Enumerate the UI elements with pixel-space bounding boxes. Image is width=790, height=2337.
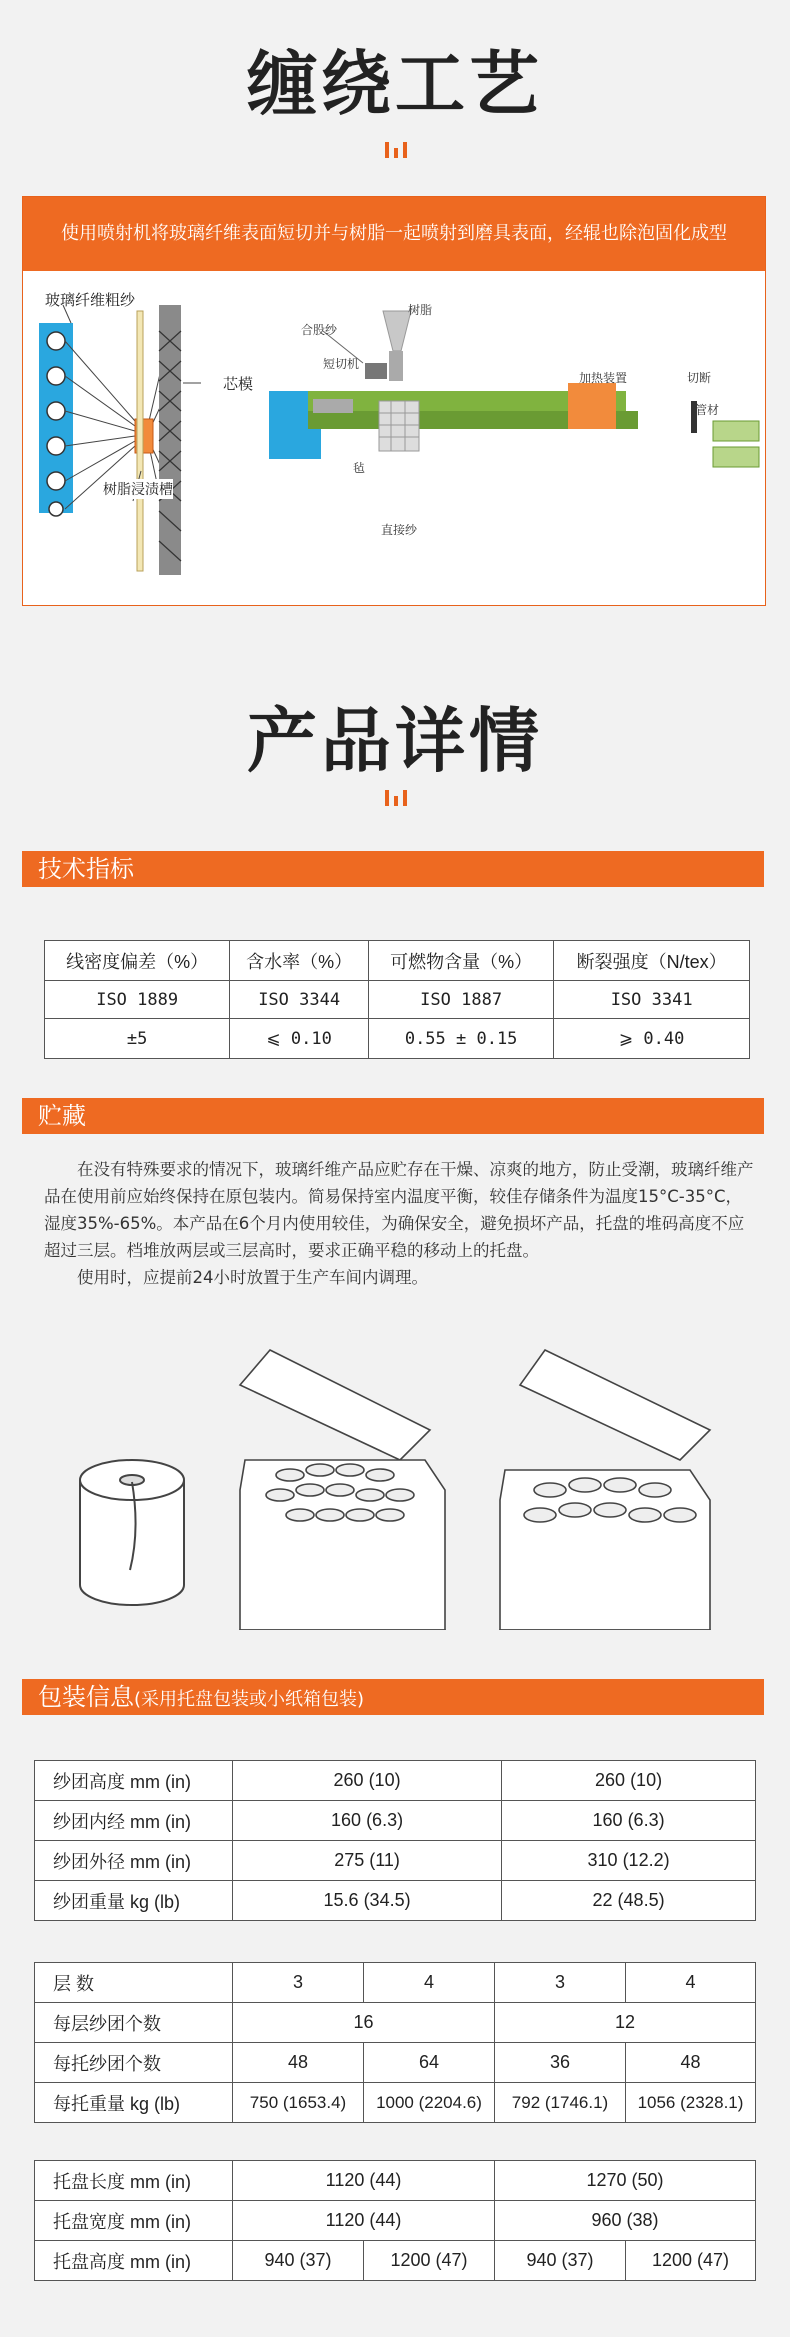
label-direct: 直接纱 (381, 523, 418, 537)
pallet-width-value: 1120 (44) (233, 2201, 495, 2241)
storage-paragraph: 使用时，应提前24小时放置于生产车间内调理。 (77, 1268, 428, 1287)
spool-value: 275 (11) (233, 1841, 502, 1881)
tech-value: 0.55 ± 0.15 (368, 1019, 553, 1059)
tech-standard: ISO 3341 (554, 981, 750, 1019)
pallet-box-2 (500, 1350, 710, 1630)
craft-panel (22, 196, 766, 606)
pallet-layer-table (34, 1962, 756, 2123)
label-combined: 合股纱 (301, 323, 338, 337)
label-pipe: 管材 (695, 403, 720, 417)
per-layer-value: 16 (233, 2003, 495, 2043)
spool-value: 15.6 (34.5) (233, 1881, 502, 1921)
spool-value: 160 (6.3) (233, 1801, 502, 1841)
roving-roll (80, 1460, 184, 1605)
tech-header: 含水率（%） (230, 941, 369, 981)
pallet-length-label: 托盘长度 mm (in) (35, 2161, 233, 2201)
label-heater: 加热装置 (579, 371, 628, 385)
tech-standard: ISO 1889 (45, 981, 230, 1019)
per-layer-value: 12 (495, 2003, 756, 2043)
spool-label: 纱团高度 mm (in) (35, 1761, 233, 1801)
label-resin-bath: 树脂浸渍槽 (103, 479, 173, 499)
per-pallet-value: 48 (626, 2043, 756, 2083)
tech-standard: ISO 3344 (230, 981, 369, 1019)
spool-value: 310 (12.2) (502, 1841, 756, 1881)
label-resin: 树脂 (408, 303, 433, 317)
spool-value: 22 (48.5) (502, 1881, 756, 1921)
pallet-width-value: 960 (38) (495, 2201, 756, 2241)
spool-label: 纱团外径 mm (in) (35, 1841, 233, 1881)
pallet-height-label: 托盘高度 mm (in) (35, 2241, 233, 2281)
layer-label: 层 数 (35, 1963, 233, 2003)
label-cut: 切断 (687, 371, 712, 385)
label-felt: 毡 (353, 461, 366, 475)
pallet-weight-value: 792 (1746.1) (495, 2083, 626, 2123)
per-pallet-value: 48 (233, 2043, 364, 2083)
tech-value: ⩽ 0.10 (230, 1019, 369, 1059)
tech-header: 线密度偏差（%） (45, 941, 230, 981)
pallet-height-value: 940 (37) (233, 2241, 364, 2281)
label-mandrel: 芯模 (223, 375, 254, 393)
spool-table (34, 1760, 756, 1921)
per-pallet-value: 36 (495, 2043, 626, 2083)
per-pallet-value: 64 (364, 2043, 495, 2083)
tech-heading: 技术指标 (22, 851, 764, 887)
pallet-weight-value: 750 (1653.4) (233, 2083, 364, 2123)
packaging-illustration (0, 1330, 790, 1630)
spool-value: 160 (6.3) (502, 1801, 756, 1841)
pallet-weight-value: 1000 (2204.6) (364, 2083, 495, 2123)
craft-title: 缠绕工艺 (247, 43, 543, 125)
tech-table (44, 940, 750, 1059)
packing-subtitle: (采用托盘包装或小纸箱包装) (134, 1689, 365, 1710)
title-mark-icon (385, 790, 407, 806)
pallet-height-value: 1200 (47) (364, 2241, 495, 2281)
pallet-height-value: 940 (37) (495, 2241, 626, 2281)
spool-value: 260 (10) (502, 1761, 756, 1801)
pallet-width-label: 托盘宽度 mm (in) (35, 2201, 233, 2241)
tech-value: ⩾ 0.40 (554, 1019, 750, 1059)
packing-title: 包装信息 (38, 1683, 134, 1711)
layer-value: 4 (626, 1963, 756, 2003)
layer-value: 3 (233, 1963, 364, 2003)
pallet-size-table (34, 2160, 756, 2281)
pallet-weight-value: 1056 (2328.1) (626, 2083, 756, 2123)
layer-value: 3 (495, 1963, 626, 2003)
pallet-length-value: 1120 (44) (233, 2161, 495, 2201)
per-pallet-label: 每托纱团个数 (35, 2043, 233, 2083)
pallet-weight-label: 每托重量 kg (lb) (35, 2083, 233, 2123)
spool-value: 260 (10) (233, 1761, 502, 1801)
pallet-length-value: 1270 (50) (495, 2161, 756, 2201)
storage-heading: 贮藏 (22, 1098, 764, 1134)
tech-header: 可燃物含量（%） (368, 941, 553, 981)
storage-paragraph: 在没有特殊要求的情况下，玻璃纤维产品应贮存在干燥、凉爽的地方，防止受潮，玻璃纤维产品在使用前应始终保持在原包装内。简易保持室内温度平衡，较佳存储条件为温度15°C-35°C，湿度35%-65%。本产品在6个月内使用较佳，为确保安全，避免损坏产品，托盘的堆码高度不应超过三层。档堆放两层或三层高时，要求正确平稳的移动上的托盘。 (44, 1160, 754, 1260)
per-layer-label: 每层纱团个数 (35, 2003, 233, 2043)
label-roving: 玻璃纤维粗纱 (45, 291, 136, 309)
winding-diagram (23, 271, 767, 605)
storage-text (44, 1156, 756, 1291)
title-mark-icon (385, 142, 407, 158)
tech-standard: ISO 1887 (368, 981, 553, 1019)
detail-title: 产品详情 (247, 700, 543, 782)
tech-value: ±5 (45, 1019, 230, 1059)
craft-desc: 使用喷射机将玻璃纤维表面短切并与树脂一起喷射到磨具表面，经辊也除泡固化成型 (23, 197, 765, 271)
spool-label: 纱团内经 mm (in) (35, 1801, 233, 1841)
label-chopper: 短切机 (323, 357, 360, 371)
spool-label: 纱团重量 kg (lb) (35, 1881, 233, 1921)
layer-value: 4 (364, 1963, 495, 2003)
pallet-height-value: 1200 (47) (626, 2241, 756, 2281)
packing-heading (22, 1679, 764, 1715)
pallet-box-1 (240, 1350, 445, 1630)
tech-header: 断裂强度（N/tex） (554, 941, 750, 981)
